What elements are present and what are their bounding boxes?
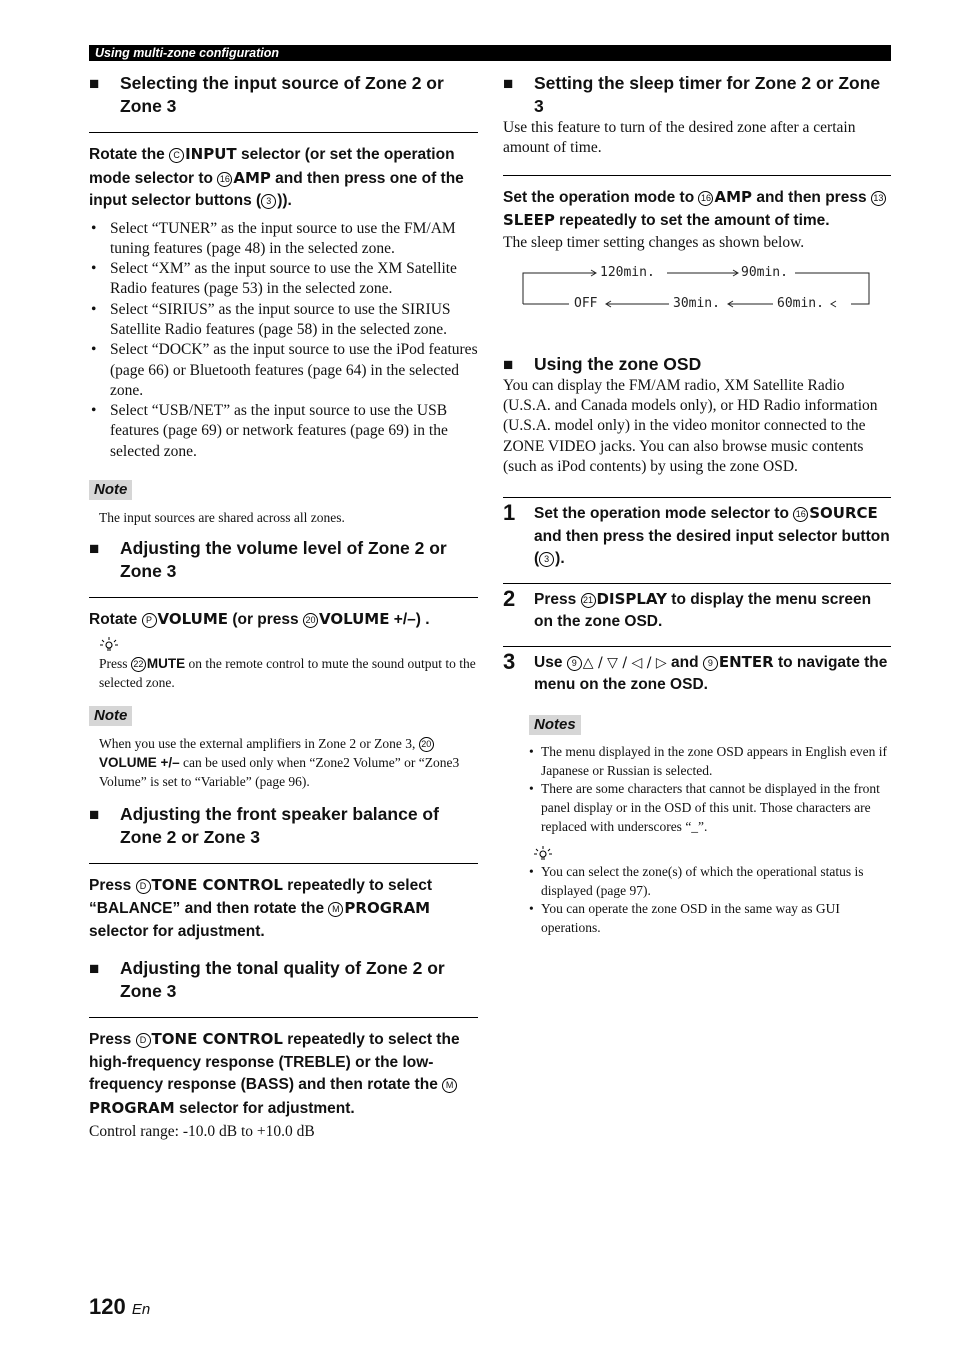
sleep-intro: Use this feature to turn of the desired zone after a certain amount of time. xyxy=(503,119,856,157)
cursor-arrows-icon: △ / ▽ / ◁ / ▷ xyxy=(582,654,667,671)
section-title: Adjusting the front speaker balance of Zone 2 or Zone 3 xyxy=(120,803,439,847)
keyword-tone-control: TONE CONTROL xyxy=(151,1030,283,1049)
ref-badge: 3 xyxy=(539,552,554,567)
note-text: The input sources are shared across all zones. xyxy=(99,510,345,526)
note-block xyxy=(89,480,478,527)
sleep-timer-diagram xyxy=(503,265,891,329)
divider xyxy=(89,132,478,133)
ref-badge: D xyxy=(136,879,151,894)
step-number: 3 xyxy=(503,648,516,674)
bullet-square: ■ xyxy=(89,539,100,559)
instruction-volume xyxy=(89,608,478,632)
instr-text: Press xyxy=(89,1031,136,1049)
tips-list xyxy=(529,863,891,938)
instr-text: ). xyxy=(555,550,565,568)
step-2 xyxy=(503,585,891,634)
divider xyxy=(503,175,891,176)
instr-text: )). xyxy=(277,192,292,209)
ref-badge: D xyxy=(136,1033,151,1048)
ref-badge: M xyxy=(328,902,343,917)
instr-text: repeatedly to select “BALANCE” and then rotate the xyxy=(89,876,433,918)
section-title: Setting the sleep timer for Zone 2 or Zone 3 xyxy=(534,73,881,116)
tip-text-part: on the remote control to mute the sound output to the selected zone. xyxy=(99,655,476,690)
note-block xyxy=(89,706,478,791)
ref-badge: 9 xyxy=(703,656,718,671)
keyword-volume: VOLUME xyxy=(157,610,229,629)
instr-text: repeatedly to set the amount of time. xyxy=(554,212,830,230)
note-text xyxy=(89,734,478,791)
ref-badge: P xyxy=(142,613,157,628)
instr-text: to navigate the menu on the zone OSD. xyxy=(534,653,888,694)
bullet-square: ■ xyxy=(503,74,514,93)
step-number: 1 xyxy=(503,500,516,526)
tip-text xyxy=(89,654,478,692)
notes-label: Notes xyxy=(529,715,581,735)
ref-badge: C xyxy=(169,148,184,163)
divider xyxy=(89,1017,478,1018)
page-number xyxy=(89,1294,150,1320)
instr-text: and then press xyxy=(752,188,871,206)
instruction-sleep xyxy=(503,186,891,233)
instr-text: and then press one of the input selector buttons ( xyxy=(89,169,464,209)
instr-text: and then press the desired input selector button ( xyxy=(534,527,890,568)
list-item: • The menu displayed in the zone OSD appears in English even if Japanese or Russian is selected. xyxy=(529,743,891,781)
ref-badge: 13 xyxy=(871,191,886,206)
input-source-list xyxy=(89,219,478,463)
ref-badge: 22 xyxy=(131,657,146,672)
ref-badge: 16 xyxy=(217,172,232,187)
keyword-program: PROGRAM xyxy=(89,1098,175,1117)
section-heading-balance xyxy=(89,803,478,849)
divider xyxy=(89,863,478,864)
ref-badge: 9 xyxy=(567,656,582,671)
bullet-square: ■ xyxy=(89,804,100,824)
instr-text: Press xyxy=(89,876,136,894)
instr-text: selector for adjustment. xyxy=(174,1099,355,1117)
tip-icon xyxy=(533,845,553,861)
timer-120: 120min. xyxy=(600,264,655,280)
header-title: Using multi-zone configuration xyxy=(95,46,280,60)
page-lang: En xyxy=(131,1301,151,1318)
section-heading-tonal xyxy=(89,957,478,1003)
keyword-program: PROGRAM xyxy=(344,899,431,918)
note-text-part: When you use the external amplifiers in Zone 2 or Zone 3, xyxy=(99,735,419,751)
tip-icon xyxy=(99,636,119,652)
step-number: 2 xyxy=(503,585,516,611)
instr-text: (or press xyxy=(228,611,303,629)
keyword-input: INPUT xyxy=(185,145,237,163)
notes-block xyxy=(503,715,891,938)
ref-badge: 16 xyxy=(793,507,808,522)
ref-badge: M xyxy=(442,1078,457,1093)
left-column xyxy=(89,72,478,1142)
bullet-square: ■ xyxy=(89,959,100,979)
instr-text: Set the operation mode to xyxy=(503,188,699,206)
section-heading-zone-osd xyxy=(503,353,891,376)
section-heading-input-source xyxy=(89,72,478,118)
timer-60: 60min. xyxy=(777,295,824,311)
divider xyxy=(503,583,891,584)
timer-30: 30min. xyxy=(673,295,720,311)
divider xyxy=(503,497,891,498)
note-text-part: can be used only when “Zone2 Volume” or “Zone3 Volume” is set to “Variable” (page 96). xyxy=(99,754,460,789)
instr-text: Rotate the xyxy=(89,146,170,163)
header-bar xyxy=(89,45,891,61)
instr-text: Use xyxy=(534,653,567,671)
instr-text: repeatedly to select the high-frequency response (TREBLE) or the low-frequency response (BASS) and then rotate the xyxy=(89,1031,460,1094)
keyword-amp: AMP xyxy=(233,168,271,187)
notes-list xyxy=(529,743,891,837)
keyword-sleep: SLEEP xyxy=(503,211,555,230)
list-item: • You can select the zone(s) of which the operational status is displayed (page 97). xyxy=(529,863,891,901)
instr-text: +/–) . xyxy=(389,611,430,629)
page-number-value: 120 xyxy=(89,1294,126,1319)
section-heading-volume xyxy=(89,537,478,583)
step-text xyxy=(534,651,891,697)
note-label: Note xyxy=(89,480,132,500)
instr-text: Rotate xyxy=(89,611,142,629)
right-column xyxy=(503,72,891,938)
instruction-balance xyxy=(89,874,478,944)
keyword-enter: ENTER xyxy=(718,652,774,671)
step-1 xyxy=(503,502,891,571)
list-item: • Select “USB/NET” as the input source to use the USB features (page 69) or network features (page 69) in the selected zone. xyxy=(89,401,478,462)
section-title: Using the zone OSD xyxy=(534,353,702,374)
list-item: • Select “DOCK” as the input source to use the iPod features (page 66) or Bluetooth features (page 64) in the selected zone. xyxy=(89,340,478,401)
tip-text-part: Press xyxy=(99,655,131,671)
ref-badge: 20 xyxy=(419,737,434,752)
keyword-volume: VOLUME xyxy=(318,610,390,629)
instr-text: and xyxy=(666,653,703,671)
list-item: • Select “TUNER” as the input source to use the FM/AM tuning features (page 48) in the selected zone. xyxy=(89,219,478,260)
keyword-volume: VOLUME +/– xyxy=(99,754,180,770)
instruction-input-source xyxy=(89,143,478,213)
keyword-source: SOURCE xyxy=(809,504,878,523)
step-text xyxy=(534,502,891,571)
keyword-display: DISPLAY xyxy=(596,589,667,608)
ref-badge: 20 xyxy=(303,613,318,628)
timer-off: OFF xyxy=(574,295,598,311)
ref-badge: 21 xyxy=(581,593,596,608)
divider xyxy=(89,597,478,598)
section-heading-sleep xyxy=(503,72,891,118)
instr-text: Set the operation mode selector to xyxy=(534,505,794,523)
control-range: Control range: -10.0 dB to +10.0 dB xyxy=(89,1123,315,1141)
list-item: • Select “SIRIUS” as the input source to use the SIRIUS Satellite Radio features (page 58) in the selected zone. xyxy=(89,300,478,341)
step-3 xyxy=(503,648,891,697)
section-title: Selecting the input source of Zone 2 or Zone 3 xyxy=(120,73,444,116)
section-title: Adjusting the volume level of Zone 2 or Zone 3 xyxy=(120,538,447,582)
sleep-after: The sleep timer setting changes as shown below. xyxy=(503,233,805,251)
divider xyxy=(503,646,891,647)
instr-text: selector for adjustment. xyxy=(89,922,265,940)
section-title: Adjusting the tonal quality of Zone 2 or Zone 3 xyxy=(120,958,445,1002)
instr-text: Press xyxy=(534,590,581,608)
note-label: Note xyxy=(89,706,132,726)
zone-osd-intro: You can display the FM/AM radio, XM Satellite Radio (U.S.A. and Canada models only), or HD Radio information (U.S.A. model only) in the video monitor connected to the ZONE VIDEO jacks. You can also browse music contents (such as iPod contents) by using the zone OSD. xyxy=(503,376,878,476)
keyword-tone-control: TONE CONTROL xyxy=(151,875,283,894)
ref-badge: 16 xyxy=(698,191,713,206)
list-item: • Select “XM” as the input source to use the XM Satellite Radio features (page 53) in the selected zone. xyxy=(89,259,478,300)
step-text xyxy=(534,588,891,634)
instr-text: to display the menu screen on the zone OSD. xyxy=(534,590,872,631)
ref-badge: 3 xyxy=(261,194,276,209)
instruction-tonal xyxy=(89,1028,478,1120)
keyword-mute: MUTE xyxy=(146,655,186,671)
timer-90: 90min. xyxy=(741,264,788,280)
list-item: • You can operate the zone OSD in the same way as GUI operations. xyxy=(529,900,891,938)
bullet-square: ■ xyxy=(503,354,514,374)
bullet-square: ■ xyxy=(89,74,100,93)
keyword-amp: AMP xyxy=(714,187,753,206)
instr-text: selector (or set the operation mode selector to xyxy=(89,146,455,187)
list-item: • There are some characters that cannot be displayed in the front panel display or in the OSD of this unit. Those characters are replaced with underscores “_”. xyxy=(529,780,891,836)
